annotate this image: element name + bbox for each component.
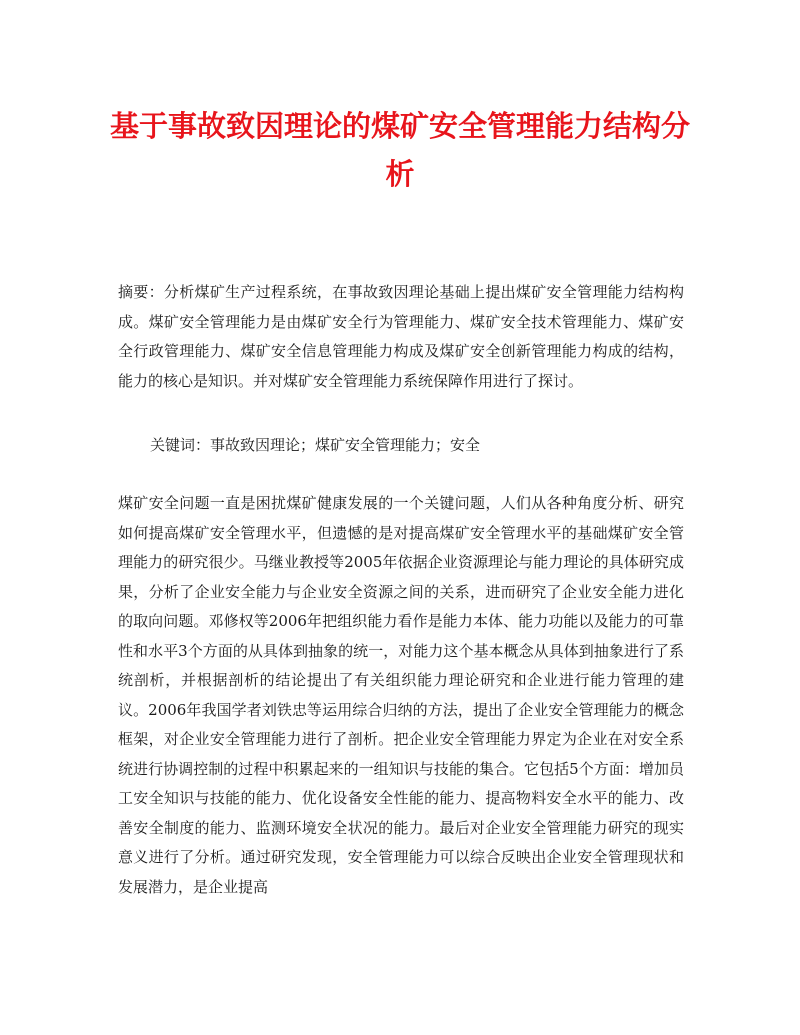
abstract-label: 摘要： xyxy=(118,283,164,301)
abstract-paragraph xyxy=(118,278,684,396)
keywords-paragraph xyxy=(150,431,684,461)
keywords-text: 事故致因理论；煤矿安全管理能力；安全 xyxy=(210,436,481,454)
abstract-text: 分析煤矿生产过程系统，在事故致因理论基础上提出煤矿安全管理能力结构构成。煤矿安全管理能力是由煤矿安全行为管理能力、煤矿安全技术管理能力、煤矿安全行政管理能力、煤矿安全信息管理能力构成及煤矿安全创新管理能力构成的结构，能力的核心是知识。并对煤矿安全管理能力系统保障作用进行了探讨。 xyxy=(118,283,684,390)
body-paragraph: 煤矿安全问题一直是困扰煤矿健康发展的一个关键问题，人们从各种角度分析、研究如何提高煤矿安全管理水平，但遗憾的是对提高煤矿安全管理水平的基础煤矿安全管理能力的研究很少。马继业教授等2005年依据企业资源理论与能力理论的具体研究成果，分析了企业安全能力与企业安全资源之间的关系，进而研究了企业安全能力进化的取向问题。邓修权等2006年把组织能力看作是能力本体、能力功能以及能力的可靠性和水平3个方面的从具体到抽象的统一，对能力这个基本概念从具体到抽象进行了系统剖析，并根据剖析的结论提出了有关组织能力理论研究和企业进行能力管理的建议。2006年我国学者刘铁忠等运用综合归纳的方法，提出了企业安全管理能力的概念框架，对企业安全管理能力进行了剖析。把企业安全管理能力界定为企业在对安全系统进行协调控制的过程中积累起来的一组知识与技能的集合。它包括5个方面：增加员工安全知识与技能的能力、优化设备安全性能的能力、提高物料安全水平的能力、改善安全制度的能力、监测环境安全状况的能力。最后对企业安全管理能力研究的现实意义进行了分析。通过研究发现，安全管理能力可以综合反映出企业安全管理现状和发展潜力，是企业提高 xyxy=(118,494,684,896)
document-title: 基于事故致因理论的煤矿安全管理能力结构分析 xyxy=(110,109,691,191)
keywords-label: 关键词： xyxy=(150,436,211,454)
